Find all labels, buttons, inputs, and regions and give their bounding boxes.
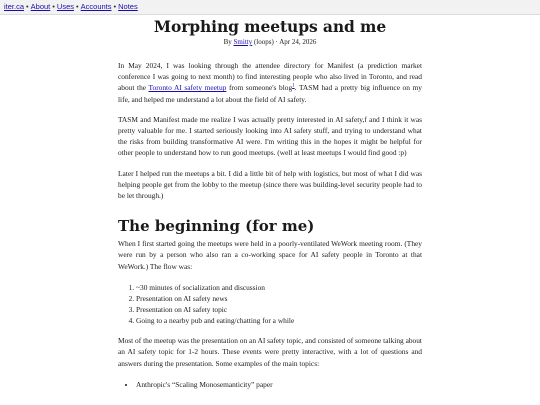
paragraph-realization: TASM and Manifest made me realize I was actually pretty interested in AI safety,f and I think it was pretty valuable for me. I started seriously looking into AI safety stuff, and trying to understand what the risks from building transformative AI were. I'm writing this in the hopes it might be helpful for other people to understand how to run good meetups. (well at least meetups I would find good :p) [118,114,422,158]
byline [118,37,422,47]
byline-meta: (loops) · Apr 24, 2026 [253,38,317,46]
section-heading-beginning: The beginning (for me) [118,217,315,236]
nav-link-accounts[interactable]: Accounts [80,2,112,11]
article [118,17,422,390]
list-item: 2. Presentation on AI safety news [136,293,422,304]
paragraph-helping: Later I helped run the meetups a bit. I did a little bit of help with logistics, but most of what I did was helping people get from the lobby to the meetup (since there was building-level security people had to be let through.) [118,168,422,201]
topics-list [118,379,422,390]
nav-separator: • [26,2,29,11]
nav-link-uses[interactable]: Uses [56,2,74,11]
site-nav [0,0,540,15]
site-home-link[interactable]: iter.ca [4,2,25,11]
intro-text-b: from someone's blog [228,83,293,93]
nav-link-notes[interactable]: Notes [118,2,138,11]
list-item: 4. Going to a nearby pub and eating/chatting for a while [136,315,422,326]
nav-separator: • [52,2,55,11]
paragraph-presentations: Most of the meetup was the presentation on an AI safety topic, and consisted of someone talking about an AI safety topic for 1-2 hours. These events were pretty interactive, with a lot of questions and answers during the presentation. Some examples of the main topics: [118,336,422,368]
paragraph-wework: When I first started going the meetups were held in a poorly-ventilated WeWork meeting room. (They were run by a person who also ran a co-working space for AI safety people in Toronto at that WeWork.) The flow was: [118,239,422,271]
footnote-ref[interactable]: 1 [292,83,295,89]
author-link[interactable]: Smitty [233,38,253,46]
meetup-flow-list [118,282,422,326]
list-item: 3. Presentation on AI safety topic [136,304,422,315]
intro-text-c: . TASM had a pretty big influence on my life, and helped me understand a lot about the field of AI safety. [118,83,422,104]
byline-prefix: By [223,38,232,46]
list-item: • Anthropic's “Scaling Monosemanticity” paper [136,379,422,390]
page-title: Morphing meetups and me [153,17,387,36]
nav-separator: • [113,2,117,11]
toronto-meetup-link[interactable]: Toronto AI safety meetup [148,83,227,93]
list-item: 1. ~30 minutes of socialization and discussion [136,282,422,293]
nav-separator: • [76,2,79,11]
paragraph-intro [118,60,422,105]
intro-text-a: In May 2024, I was looking through the attendee directory for Manifest (a prediction market conference I was going to next month) to find interesting people who also lived in Toronto, and read about the [118,61,422,93]
nav-link-about[interactable]: About [30,2,51,11]
